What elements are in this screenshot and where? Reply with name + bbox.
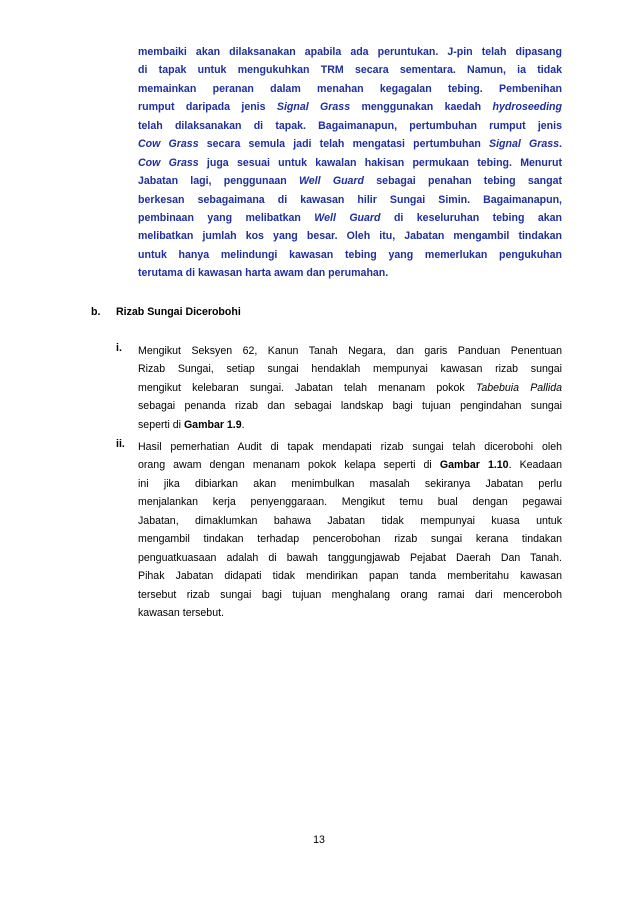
item-i-line-5: seperti di Gambar 1.9. [138, 418, 245, 431]
section-b-title: Rizab Sungai Dicerobohi [116, 306, 241, 318]
item-ii-line-7: penguatkuasaan adalah di bawah tanggungjawab Pejabat Daerah Dan Tanah. [138, 551, 562, 564]
intro-line-7: Cow Grass juga sesuai untuk kawalan hakisan permukaan tebing. Menurut [138, 156, 562, 169]
item-i-line-3: mengikut kelebaran sungai. Jabatan telah menanam pokok Tabebuia Pallida [138, 381, 563, 394]
intro-line-4: rumput daripada jenis Signal Grass menggunakan kaedah hydroseeding [138, 101, 562, 114]
section-b-marker: b. [91, 306, 101, 318]
item-i-paragraph [138, 342, 562, 434]
intro-paragraph [138, 43, 562, 283]
intro-line-13: terutama di kawasan harta awam dan perumahan. [138, 267, 389, 280]
item-ii-line-9: tersebut rizab sungai bagi tujuan menghalang orang ramai dari menceroboh [138, 588, 562, 601]
intro-line-9: berkesan sebagaimana di kawasan hilir Sungai Simin. Bagaimanapun, [138, 193, 562, 206]
item-ii-line-3: ini jika dibiarkan akan menimbulkan masalah sekiranya Jabatan perlu [138, 477, 562, 490]
page-number: 13 [313, 834, 325, 846]
item-i-marker: i. [116, 342, 122, 354]
intro-line-3: memainkan peranan dalam menahan kegagalan tebing. Pembenihan [138, 82, 562, 95]
item-i-line-1: Mengikut Seksyen 62, Kanun Tanah Negara, dan garis Panduan Penentuan [138, 345, 562, 357]
intro-line-10: pembinaan yang melibatkan Well Guard di keseluruhan tebing akan [138, 211, 562, 224]
item-ii-line-6: mengambil tindakan terhadap pencerobohan rizab sungai kerana tindakan [138, 533, 562, 546]
item-ii-line-4: menjalankan kerja penyenggaraan. Mengikut temu bual dengan pegawai [138, 496, 562, 509]
item-ii-marker: ii. [116, 438, 125, 450]
intro-line-5: telah dilaksanakan di tapak. Bagaimanapun, pertumbuhan rumput jenis [138, 119, 562, 132]
intro-line-8: Jabatan lagi, penggunaan Well Guard sebagai penahan tebing sangat [138, 175, 562, 188]
intro-line-1: membaiki akan dilaksanakan apabila ada peruntukan. J-pin telah dipasang [138, 46, 562, 58]
intro-line-6: Cow Grass secara semula jadi telah mengatasi pertumbuhan Signal Grass. [138, 138, 562, 151]
item-ii-line-2: orang awam dengan menanam pokok kelapa seperti di Gambar 1.10. Keadaan [138, 459, 562, 472]
intro-line-2: di tapak untuk mengukuhkan TRM secara sementara. Namun, ia tidak [138, 64, 562, 77]
item-i-line-4: sebagai penanda rizab dan sebagai landskap bagi tujuan pengindahan sungai [138, 400, 562, 413]
item-i-line-2: Rizab Sungai, setiap sungai hendaklah mempunyai kawasan rizab sungai [138, 363, 562, 376]
item-ii-line-5: Jabatan, dimaklumkan bahawa Jabatan tidak mempunyai kuasa untuk [138, 514, 562, 527]
item-ii-paragraph [138, 438, 562, 622]
item-ii-line-8: Pihak Jabatan didapati tidak mendirikan papan tanda memberitahu kawasan [138, 570, 562, 583]
intro-line-11: melibatkan jumlah kos yang besar. Oleh itu, Jabatan mengambil tindakan [138, 230, 562, 243]
item-ii-line-10: kawasan tersebut. [138, 606, 224, 619]
intro-line-12: untuk hanya melindungi kawasan tebing yang memerlukan pengukuhan [138, 248, 562, 261]
item-ii-line-1: Hasil pemerhatian Audit di tapak mendapati rizab sungai telah dicerobohi oleh [138, 441, 562, 453]
